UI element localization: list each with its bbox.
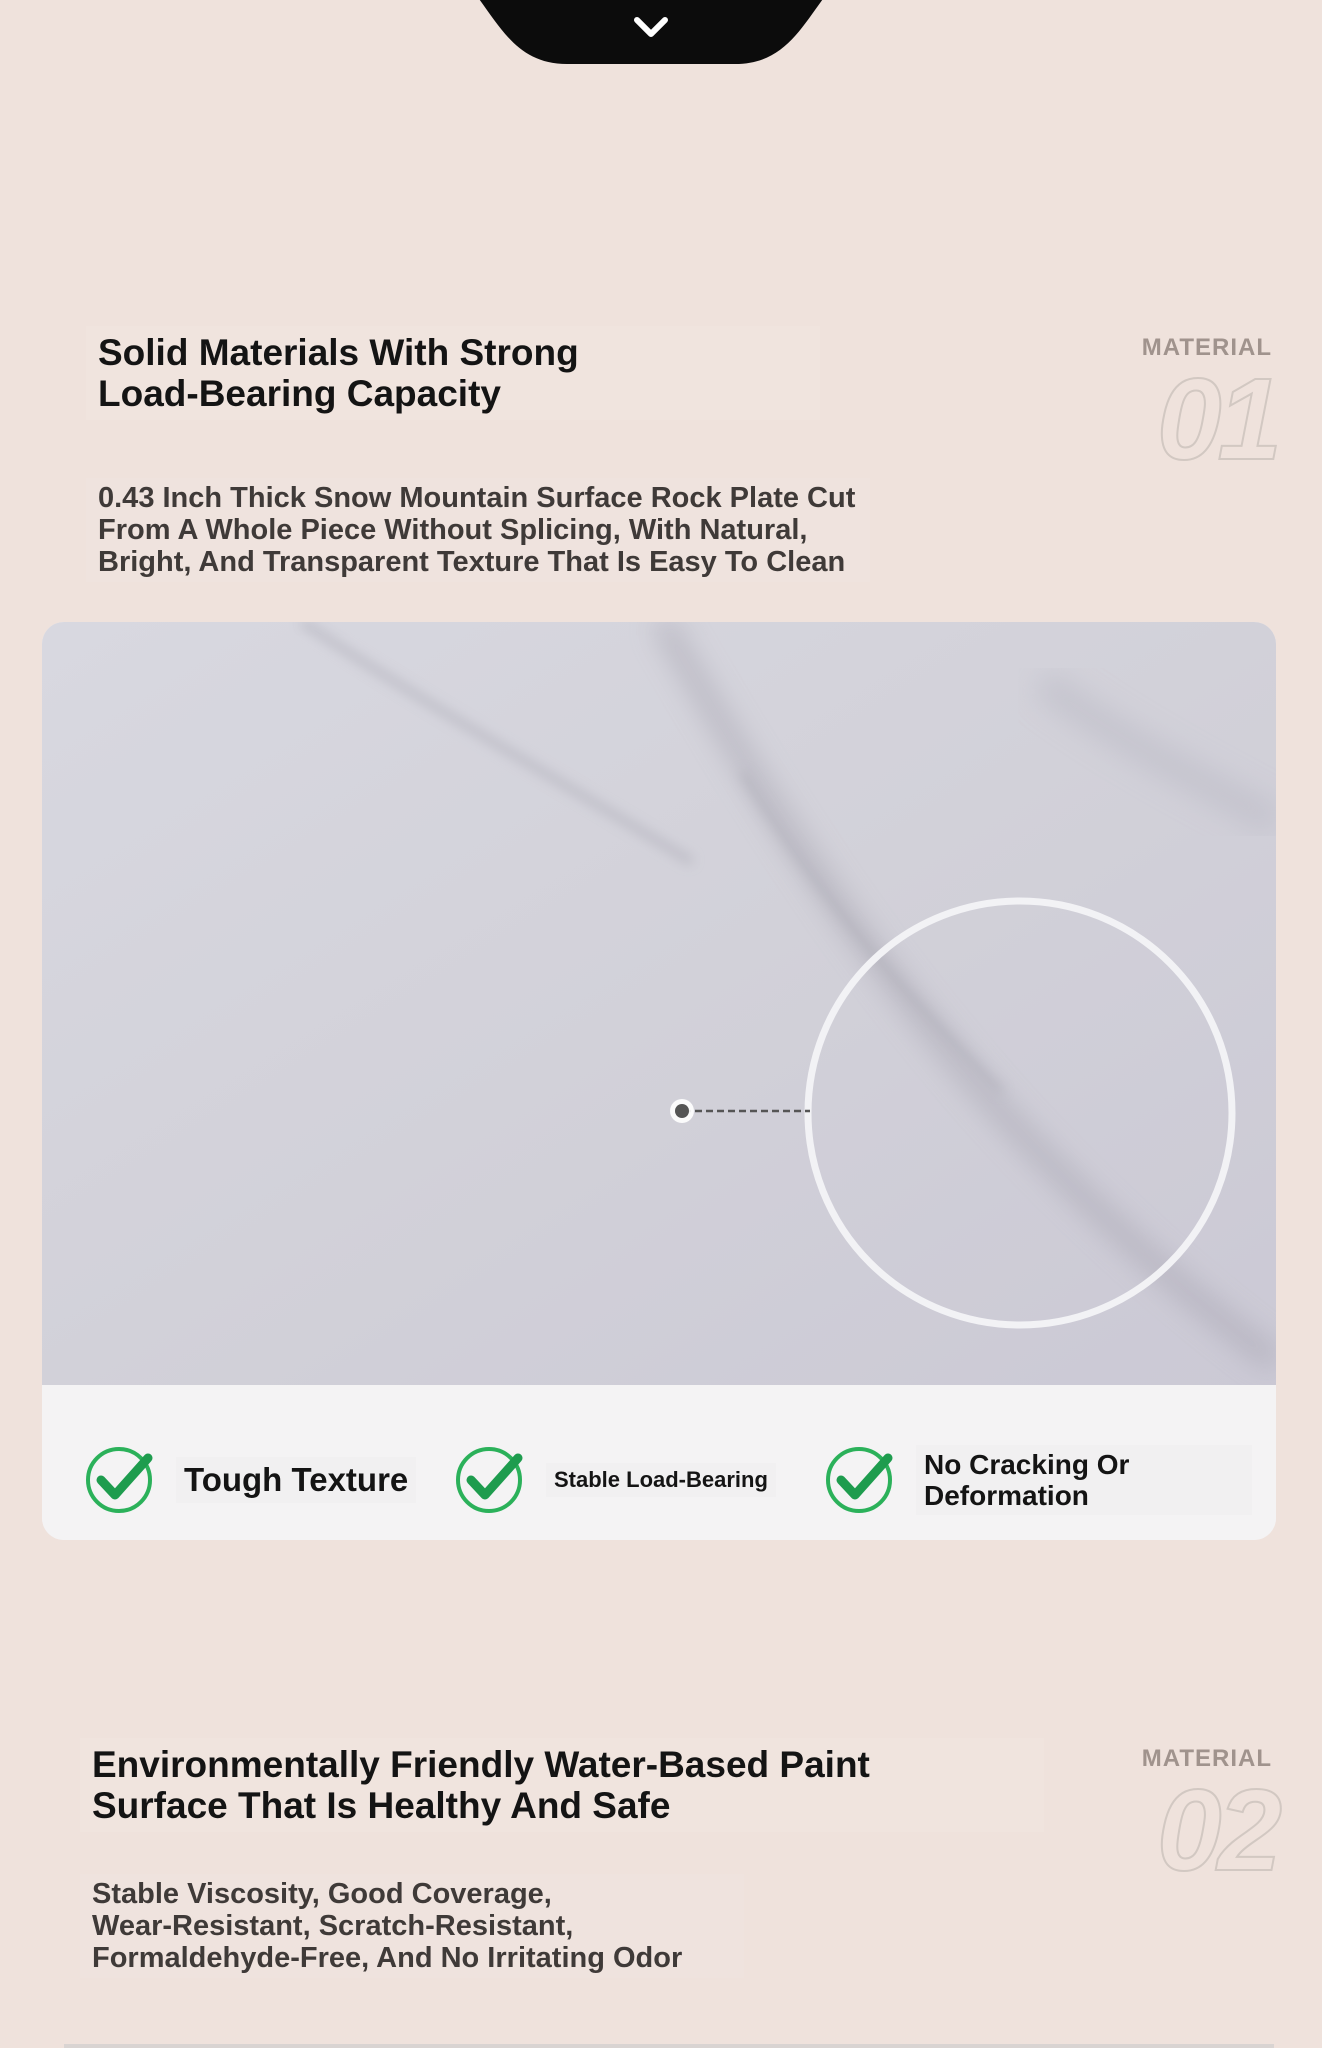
feature-label: [916, 1445, 1252, 1515]
feature-item: [84, 1440, 416, 1520]
section-description: [80, 1874, 744, 1978]
material-label: MATERIAL: [1141, 1745, 1272, 1772]
description-line: Stable Viscosity, Good Coverage,: [92, 1878, 552, 1910]
next-card-edge: [64, 2044, 1274, 2048]
section-title-line: Solid Materials With Strong: [98, 332, 579, 373]
feature-label-line: No Cracking Or: [924, 1449, 1130, 1480]
section-title: [86, 326, 820, 420]
section-title-line: Environmentally Friendly Water-Based Paint: [92, 1744, 870, 1785]
check-icon: [454, 1444, 526, 1516]
description-line: Bright, And Transparent Texture That Is Easy To Clean: [98, 546, 846, 578]
material-card: [42, 622, 1276, 1540]
feature-item: [824, 1440, 1252, 1520]
feature-label-line: Deformation: [924, 1480, 1089, 1511]
section-title-line: Surface That Is Healthy And Safe: [92, 1785, 671, 1826]
section-description: [86, 478, 870, 582]
check-icon: [824, 1444, 896, 1516]
description-line: Formaldehyde-Free, And No Irritating Odor: [92, 1942, 683, 1974]
section-title-line: Load-Bearing Capacity: [98, 373, 501, 414]
material-number: 01: [1156, 354, 1278, 484]
feature-item: [454, 1440, 776, 1520]
collapse-tab[interactable]: [455, 0, 847, 65]
description-line: From A Whole Piece Without Splicing, With Natural,: [98, 514, 808, 546]
feature-label: Stable Load-Bearing: [554, 1467, 768, 1492]
material-label: MATERIAL: [1141, 334, 1272, 361]
material-number: 02: [1156, 1765, 1278, 1895]
description-line: 0.43 Inch Thick Snow Mountain Surface Rock Plate Cut: [98, 482, 856, 514]
feature-label: Tough Texture: [184, 1461, 409, 1498]
marble-texture-image: [42, 622, 1276, 1385]
section-title: [80, 1738, 1044, 1832]
feature-list: [42, 1385, 1276, 1540]
check-icon: [84, 1444, 156, 1516]
description-line: Wear-Resistant, Scratch-Resistant,: [92, 1910, 574, 1942]
